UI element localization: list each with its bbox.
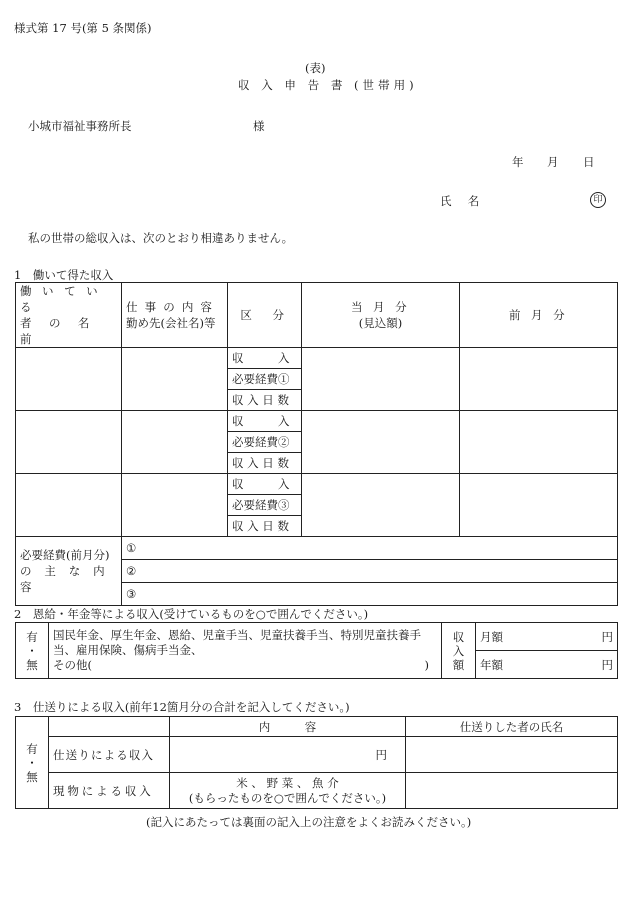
section3-heading: 3 仕送りによる収入(前年12箇月分の合計を記入してください。): [14, 700, 350, 714]
col-this-month: 当 月 分 (見込額): [302, 283, 460, 348]
annual-amount[interactable]: 年額 円: [476, 651, 618, 679]
prev-month-cell-2[interactable]: [460, 411, 618, 474]
label-days-1: 収 入 日 数: [228, 390, 302, 411]
statement: 私の世帯の総収入は、次のとおり相違ありません。: [28, 231, 294, 245]
job-cell-3[interactable]: [122, 474, 228, 537]
label-days-2: 収 入 日 数: [228, 453, 302, 474]
prev-month-cell-3[interactable]: [460, 474, 618, 537]
worker-name-cell-3[interactable]: [16, 474, 122, 537]
honorific: 様: [253, 119, 265, 133]
date-day-label: 日: [583, 155, 595, 169]
prev-month-cell-1[interactable]: [460, 348, 618, 411]
row-allowance-label: 仕送りによる収入: [49, 737, 170, 773]
footer-note: (記入にあたっては裏面の記入上の注意をよくお読みください。): [146, 815, 472, 829]
date-year-label: 年: [512, 155, 524, 169]
form-number: 様式第 17 号(第 5 条関係): [14, 21, 152, 35]
label-income-3: 収 入: [228, 474, 302, 495]
pension-yes-no[interactable]: 有 ・ 無: [16, 623, 49, 679]
this-month-cell-1[interactable]: [302, 348, 460, 411]
pension-types[interactable]: 国民年金、厚生年金、恩給、児童手当、児童扶養手当、特別児童扶養手 当、雇用保険、傷病手当金、 その他( ): [49, 623, 442, 679]
col-sender: 仕送りした者の氏名: [406, 717, 618, 737]
pension-table: [15, 622, 618, 679]
earned-income-table: [15, 282, 618, 606]
col-job: 仕 事 の 内 容 勤め先(会社名)等: [122, 283, 228, 348]
worker-name-cell-1[interactable]: [16, 348, 122, 411]
expense-details-label: 必要経費(前月分) の 主 な 内 容: [16, 537, 122, 606]
monthly-amount[interactable]: 月額 円: [476, 623, 618, 651]
expense-detail-3[interactable]: ③: [122, 583, 618, 606]
expense-detail-2[interactable]: ②: [122, 560, 618, 583]
allowance-amount[interactable]: 円: [170, 737, 406, 773]
label-expense-2: 必要経費②: [228, 432, 302, 453]
page-title: 収 入 申 告 書 (世帯用): [238, 78, 418, 92]
col-category: 区 分: [228, 283, 302, 348]
label-expense-1: 必要経費①: [228, 369, 302, 390]
col-worker-name: 働 い て い る 者 の 名 前: [16, 283, 122, 348]
label-income-1: 収 入: [228, 348, 302, 369]
seal-icon: 印: [590, 191, 606, 208]
this-month-cell-3[interactable]: [302, 474, 460, 537]
blank-header: [49, 717, 170, 737]
label-income-2: 収 入: [228, 411, 302, 432]
date-month-label: 月: [547, 155, 559, 169]
allowance-sender[interactable]: [406, 737, 618, 773]
label-days-3: 収 入 日 数: [228, 516, 302, 537]
job-cell-2[interactable]: [122, 411, 228, 474]
expense-detail-1[interactable]: ①: [122, 537, 618, 560]
section2-heading: 2 恩給・年金等による収入(受けているものを○で囲んでください。): [14, 607, 369, 621]
name-label: 氏 名: [440, 194, 486, 208]
label-expense-3: 必要経費③: [228, 495, 302, 516]
section1-heading: 1 働いて得た収入: [14, 268, 114, 282]
goods-sender[interactable]: [406, 773, 618, 809]
allowance-yes-no[interactable]: 有 ・ 無: [16, 717, 49, 809]
col-content: 内 容: [170, 717, 406, 737]
col-prev-month: 前 月 分: [460, 283, 618, 348]
side-label: (表): [305, 61, 326, 75]
allowance-table: [15, 716, 618, 809]
worker-name-cell-2[interactable]: [16, 411, 122, 474]
this-month-cell-2[interactable]: [302, 411, 460, 474]
row-goods-label: 現物による収入: [49, 773, 170, 809]
addressee: 小城市福祉事務所長: [28, 119, 132, 133]
job-cell-1[interactable]: [122, 348, 228, 411]
income-amount-label: 収 入 額: [442, 623, 476, 679]
goods-types[interactable]: 米 、 野 菜 、 魚 介 (もらったものを○で囲んでください。): [170, 773, 406, 809]
